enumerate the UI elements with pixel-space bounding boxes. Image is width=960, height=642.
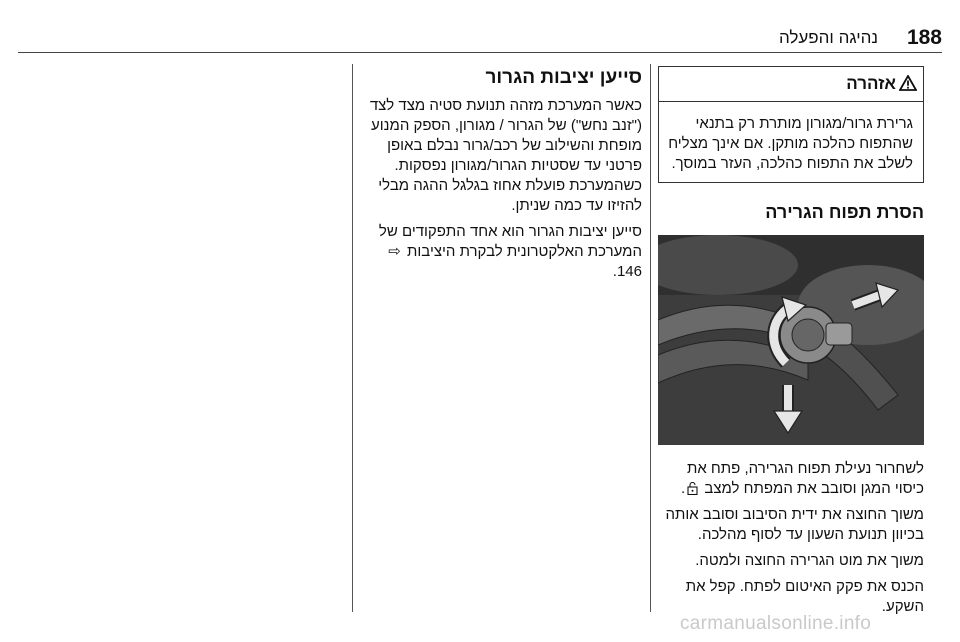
column-divider-left — [352, 64, 353, 612]
warning-title: אזהרה — [846, 74, 896, 93]
step-unlock-text: לשחרור נעילת תפוח הגרירה, פתח את כיסוי המגן וסובב את המפתח למצב — [686, 460, 924, 497]
page-reference-arrow-icon: ⇨ — [388, 243, 401, 260]
section-heading-trailer-stability: סייען יציבות הגרור — [485, 67, 642, 88]
paragraph-stability-reference-text: סייען יציבות הגרור הוא אחד התפקודים של המערכת האלקטרונית לבקרת היציבות — [378, 223, 642, 260]
step-unlock: לשחרור נעילת תפוח הגרירה, פתח את כיסוי המגן וסובב את המפתח למצב . — [681, 460, 924, 497]
watermark: carmanualsonline.info — [680, 613, 872, 634]
column-divider-right — [650, 64, 651, 612]
paragraph-stability-reference: סייען יציבות הגרור הוא אחד התפקודים של המערכת האלקטרונית לבקרת היציבות ⇨146. — [378, 223, 642, 280]
page-reference-number[interactable]: 146 — [616, 263, 642, 280]
warning-box — [658, 66, 924, 183]
tow-bar-illustration-svg — [658, 235, 924, 445]
trailer-stability-section — [358, 66, 642, 288]
tow-ball-removal-section — [658, 66, 924, 623]
subheading-tow-ball-removal: הסרת תפוח הגרירה — [765, 202, 924, 222]
step-rotate-handle: משוך החוצה את ידית הסיבוב וסובב אותה בכיוון תנועת השעון עד לסוף מהלכה. — [665, 506, 924, 543]
page-number: 188 — [906, 26, 942, 49]
warning-triangle-icon — [899, 75, 917, 91]
step-insert-plug: הכנס את פקק האיטום לפתח. קפל את השקע. — [685, 578, 924, 615]
page-header — [18, 26, 942, 54]
warning-header — [659, 67, 923, 102]
warning-text: גרירת גרור/מגורון מותרת רק בתנאי שהתפוח כהלכה מותקן. אם אינך מצליח לשלב את התפוח כהלכה, העזר במוסך. — [668, 115, 913, 172]
section-title: נהיגה והפעלה — [778, 28, 878, 47]
paragraph-stability-description: כאשר המערכת מזהה תנועת סטיה מצד לצד ("זנב נחש") של הגרור / מגורון, הספק המנוע מופחת והשילוב של רכב/גרור נבלם באופן פרטני עד שסטיות הגרור/מגורון נפסקות. כשהמערכת פועלת אחוז בגלגל ההגה מבלי להזיזו עד כמה שניתן. — [369, 97, 642, 214]
tow-bar-illustration — [658, 235, 924, 445]
step-pull-bar: משוך את מוט הגרירה החוצה ולמטה. — [695, 552, 924, 569]
unlock-position-icon — [687, 482, 698, 495]
header-divider — [18, 52, 942, 53]
